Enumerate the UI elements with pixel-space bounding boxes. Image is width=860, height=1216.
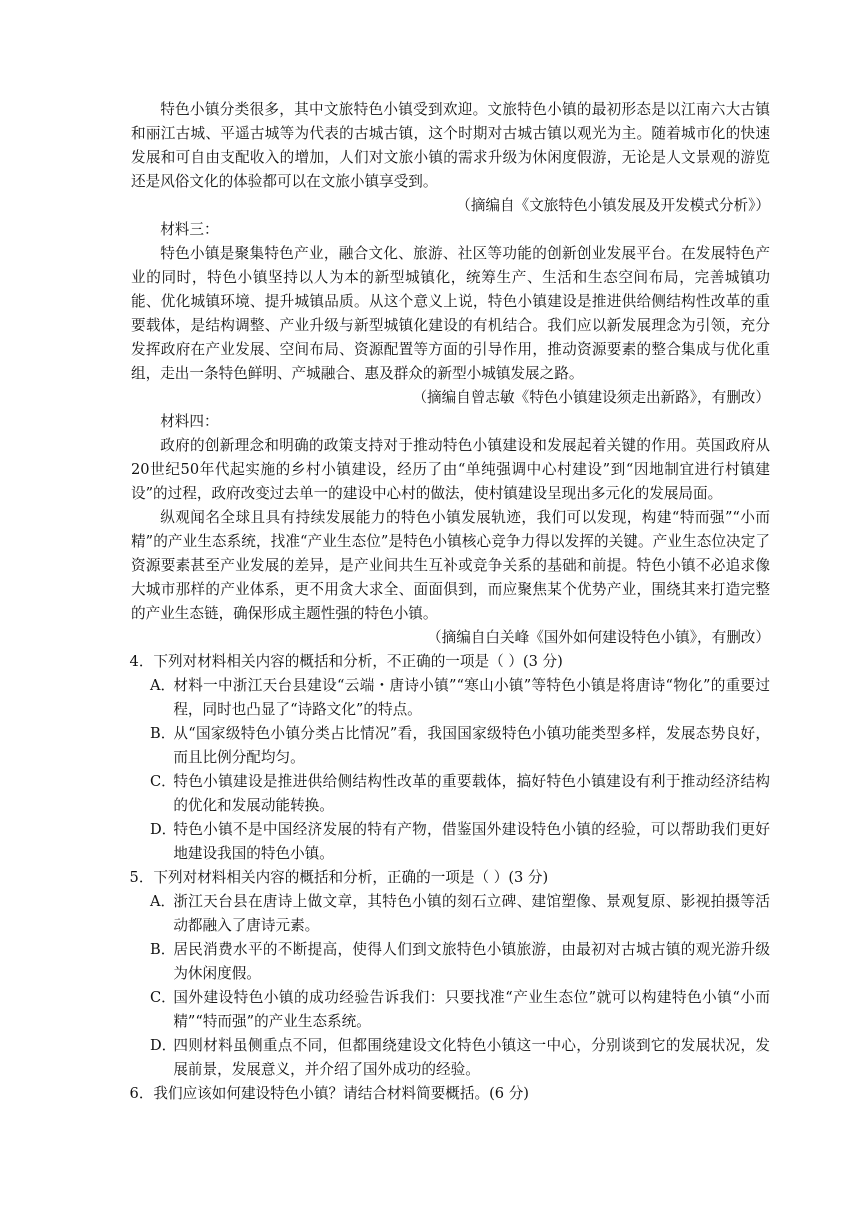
option-letter: A．: [149, 677, 176, 694]
material4-paragraph-2: 纵观闻名全球且具有持续发展能力的特色小镇发展轨迹，我们可以发现，构建“特而强”“小而精”的产业生态系统，找准“产业生态位”是特色小镇核心竞争力得以发挥的关键。产业生态位决定了资源要素甚至产业发展的差异，是产业间共生互补或竞争关系的基础和前提。特色小镇不必追求像大城市那样的产业体系，更不用贪大求全、面面俱到，而应聚焦某个优势产业，围绕其来打造完整的产业生态链，确保形成主题性强的特色小镇。: [131, 509, 770, 622]
option-letter: B．: [149, 725, 176, 742]
question-5-stem: 5．下列对材料相关内容的概括和分析，正确的一项是（ ）(3 分): [129, 869, 549, 886]
option-letter: D．: [149, 1037, 177, 1054]
question-5-option-b: [150, 938, 770, 986]
option-text: 特色小镇建设是推进供给侧结构性改革的重要载体，搞好特色小镇建设有利于推动经济结构的优化和发展动能转换。: [173, 773, 770, 814]
question-6-stem: 6．我们应该如何建设特色小镇？请结合材料简要概括。(6 分): [129, 1085, 529, 1102]
material3-source: （摘编自曾志敏《特色小镇建设须走出新路》，有删改）: [412, 389, 770, 406]
material2-source: （摘编自《文旅特色小镇发展及开发模式分析》）: [456, 197, 770, 214]
material4-source: （摘编自白关峰《国外如何建设特色小镇》，有删改）: [427, 629, 770, 646]
material4-paragraph-1: 政府的创新理念和明确的政策支持对于推动特色小镇建设和发展起着关键的作用。英国政府从20世纪50年代起实施的乡村小镇建设，经历了由“单纯强调中心村建设”到“因地制宜进行村镇建设”的过程，政府改变过去单一的建设中心村的做法，使村镇建设呈现出多元化的发展局面。: [131, 437, 770, 502]
question-4-option-c: [150, 770, 770, 818]
question-5-option-c: [150, 986, 770, 1034]
option-text: 居民消费水平的不断提高，使得人们到文旅特色小镇旅游，由最初对古城古镇的观光游升级为休闲度假。: [173, 941, 770, 982]
question-5-option-a: [150, 890, 770, 938]
question-4-option-a: [150, 674, 770, 722]
question-4-stem: 4．下列对材料相关内容的概括和分析，不正确的一项是（ ）(3 分): [129, 653, 563, 670]
option-text: 四则材料虽侧重点不同，但都围绕建设文化特色小镇这一中心，分别谈到它的发展状况，发展前景，发展意义，并介绍了国外成功的经验。: [173, 1037, 770, 1078]
option-letter: B．: [149, 941, 176, 958]
question-4-option-b: [150, 722, 770, 770]
material3-heading: 材料三：: [160, 221, 219, 238]
option-letter: C．: [149, 773, 176, 790]
option-letter: A．: [149, 893, 176, 910]
option-letter: C．: [149, 989, 176, 1006]
material3-paragraph: 特色小镇是聚集特色产业，融合文化、旅游、社区等功能的创新创业发展平台。在发展特色产业的同时，特色小镇坚持以人为本的新型城镇化，统筹生产、生活和生态空间布局，完善城镇功能、优化城镇环境、提升城镇品质。从这个意义上说，特色小镇建设是推进供给侧结构性改革的重要载体，是结构调整、产业升级与新型城镇化建设的有机结合。我们应以新发展理念为引领，充分发挥政府在产业发展、空间布局、资源配置等方面的引导作用，推动资源要素的整合集成与优化重组，走出一条特色鲜明、产城融合、惠及群众的新型小城镇发展之路。: [131, 245, 770, 382]
option-text: 材料一中浙江天台县建设“云端・唐诗小镇”“寒山小镇”等特色小镇是将唐诗“物化”的重要过程，同时也凸显了“诗路文化”的特点。: [173, 677, 770, 718]
material2-paragraph: 特色小镇分类很多，其中文旅特色小镇受到欢迎。文旅特色小镇的最初形态是以江南六大古镇和丽江古城、平遥古城等为代表的古城古镇，这个时期对古城古镇以观光为主。随着城市化的快速发展和可自由支配收入的增加，人们对文旅小镇的需求升级为休闲度假游，无论是人文景观的游览还是风俗文化的体验都可以在文旅小镇享受到。: [131, 101, 770, 190]
question-4-option-d: [150, 818, 770, 866]
question-5-option-d: [150, 1034, 770, 1082]
material4-heading: 材料四：: [160, 413, 219, 430]
option-letter: D．: [149, 821, 177, 838]
option-text: 国外建设特色小镇的成功经验告诉我们：只要找准“产业生态位”就可以构建特色小镇“小而精”“特而强”的产业生态系统。: [173, 989, 770, 1030]
option-text: 特色小镇不是中国经济发展的特有产物，借鉴国外建设特色小镇的经验，可以帮助我们更好地建设我国的特色小镇。: [173, 821, 770, 862]
option-text: 从“国家级特色小镇分类占比情况”看，我国国家级特色小镇功能类型多样，发展态势良好，而且比例分配均匀。: [173, 725, 770, 766]
option-text: 浙江天台县在唐诗上做文章，其特色小镇的刻石立碑、建馆塑像、景观复原、影视拍摄等活动都融入了唐诗元素。: [173, 893, 770, 934]
